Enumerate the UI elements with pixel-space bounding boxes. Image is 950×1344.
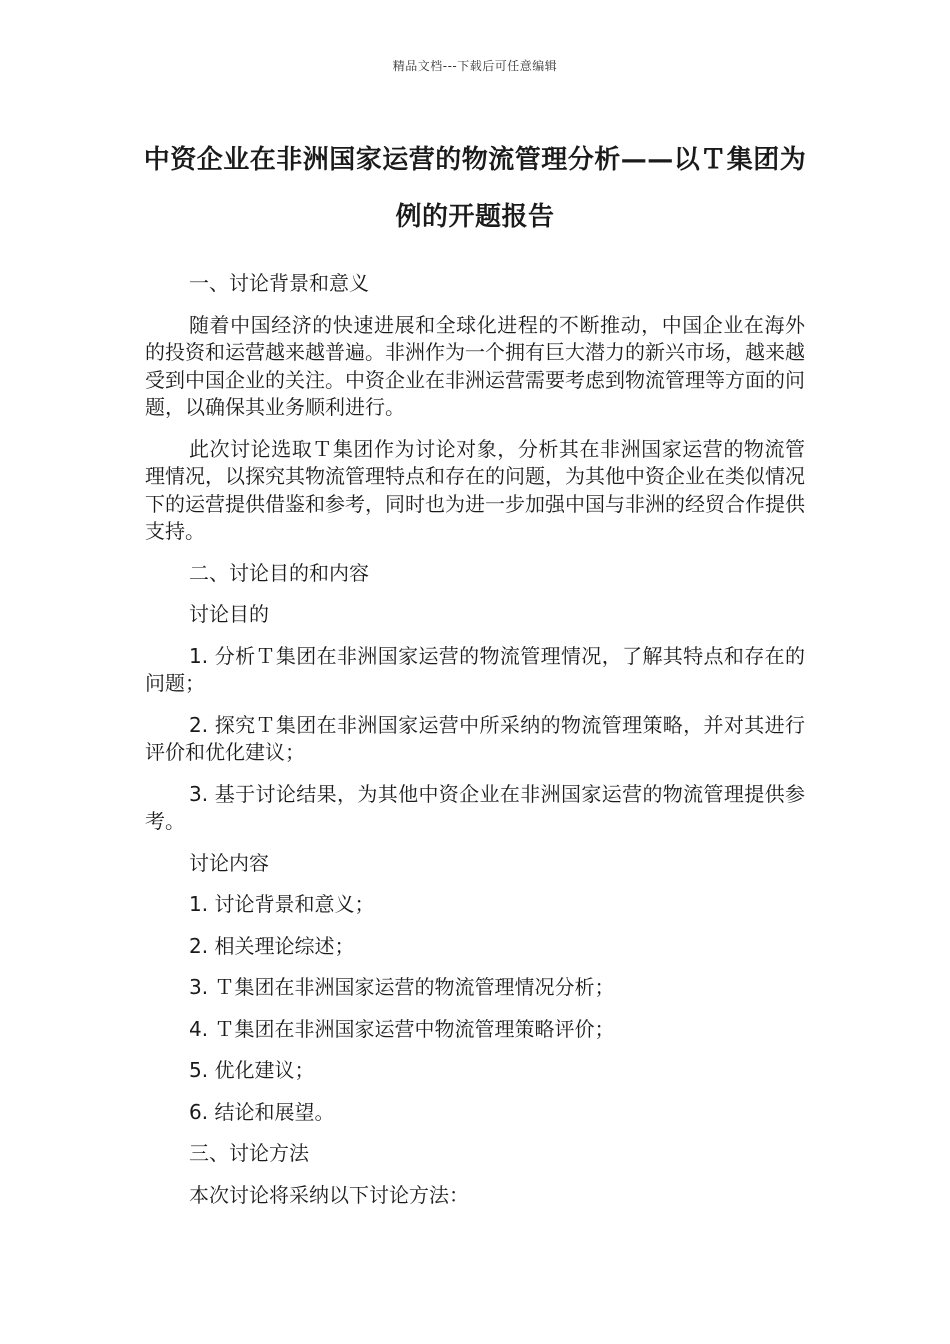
paragraph-research-subject: 此次讨论选取Ｔ集团作为讨论对象，分析其在非洲国家运营的物流管理情况，以探究其物流管理特点和存在的问题，为其他中资企业在类似情况下的运营提供借鉴和参考，同时也为进一步加强中国与非洲的经贸合作提供支持。: [145, 436, 805, 543]
content-item-5: 5. 优化建议；: [189, 1058, 315, 1082]
section-heading-methods: 三、讨论方法: [189, 1141, 309, 1165]
purpose-item-1: 1. 分析Ｔ集团在非洲国家运营的物流管理情况，了解其特点和存在的问题；: [145, 643, 805, 695]
content-item-2: 2. 相关理论综述；: [189, 933, 355, 958]
section-heading-background: 一、讨论背景和意义: [189, 271, 369, 295]
purpose-item-3: 3. 基于讨论结果，为其他中资企业在非洲国家运营的物流管理提供参考。: [145, 781, 805, 833]
content-item-6: 6. 结论和展望。: [189, 1099, 335, 1124]
content-item-1: 1. 讨论背景和意义；: [189, 892, 375, 916]
subheading-purpose: 讨论目的: [189, 602, 269, 626]
document-title: 中资企业在非洲国家运营的物流管理分析——以Ｔ集团为例的开题报告: [143, 145, 807, 232]
paragraph-methods-intro: 本次讨论将采纳以下讨论方法：: [189, 1182, 469, 1207]
document-body: [145, 270, 805, 1209]
content-item-3: 3. Ｔ集团在非洲国家运营的物流管理情况分析；: [189, 975, 615, 999]
subheading-content: 讨论内容: [189, 850, 269, 875]
purpose-item-2: 2. 探究Ｔ集团在非洲国家运营中所采纳的物流管理策略，并对其进行评价和优化建议；: [145, 712, 805, 764]
page-header-note: 精品文档---下载后可任意编辑: [392, 59, 558, 73]
content-item-4: 4. Ｔ集团在非洲国家运营中物流管理策略评价；: [189, 1016, 615, 1041]
section-heading-purpose-content: 二、讨论目的和内容: [189, 560, 369, 585]
paragraph-background: 随着中国经济的快速进展和全球化进程的不断推动，中国企业在海外的投资和运营越来越普遍。非洲作为一个拥有巨大潜力的新兴市场，越来越受到中国企业的关注。中资企业在非洲运营需要考虑到物流管理等方面的问题，以确保其业务顺利进行。: [145, 312, 805, 419]
